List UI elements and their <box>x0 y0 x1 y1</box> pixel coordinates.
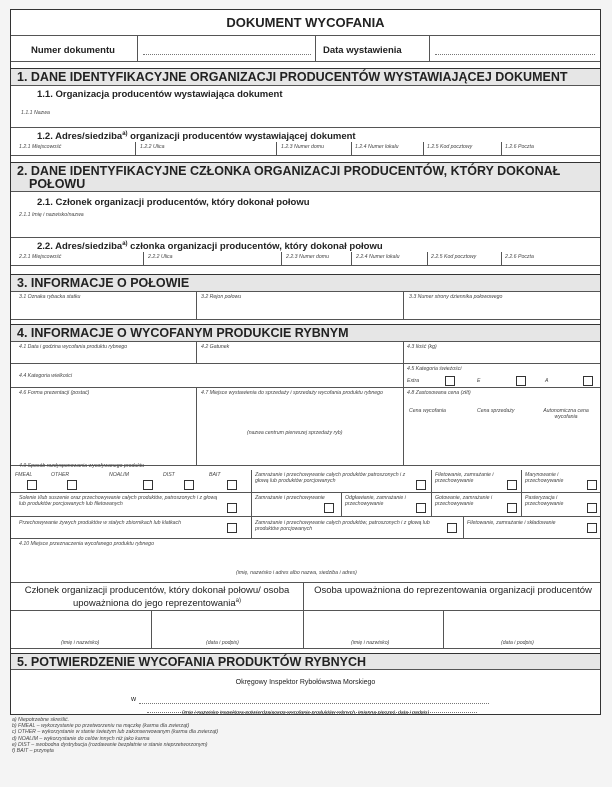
org-apartment-field[interactable]: 1.2.4 Numer lokalu <box>355 144 399 150</box>
section-2-header: 2. DANE IDENTYFIKACYJNE CZŁONKA ORGANIZACJI PRODUCENTÓW, KTÓRY DOKONAŁ POŁOWU <box>11 162 600 192</box>
opt-freeze-portions-checkbox[interactable] <box>447 523 457 533</box>
subsection-1-2: 1.2. Adres/siedziba$^{a)}$ organizacji producentów wystawiającej dokument <box>37 131 356 143</box>
species-field[interactable]: 4.2 Gatunek <box>201 344 230 350</box>
noalim-label: NOALIM <box>109 472 129 478</box>
opt-live-storage-label: Przechowywanie żywych produktów w stałych zbiornikach lub klatkach <box>19 520 182 526</box>
freshness-extra-label: Extra <box>407 378 420 384</box>
footnote: b) FMEAL – wykorzystanie po przetworzeniu na mączkę (karma dla zwierząt) <box>12 723 190 730</box>
org-post-office-field[interactable]: 1.2.6 Poczta <box>505 144 534 150</box>
opt-behead-label: Odgławianie, zamrażanie i przechowywanie <box>345 495 406 507</box>
opt-freeze-checkbox[interactable] <box>324 503 334 513</box>
member-name-row[interactable] <box>11 208 600 238</box>
rep-name-sign-field[interactable]: (imię i nazwisko) <box>351 640 390 646</box>
opt-marinate-label: Marynowanie i przechowywanie <box>525 472 564 484</box>
inspector-title: Okręgowy Inspektor Rybołówstwa Morskiego <box>235 679 376 686</box>
org-name-label: 1.1.1 Nazwa <box>21 110 50 116</box>
member-date-sign-field[interactable]: (data i podpis) <box>206 640 239 646</box>
freshness-a-checkbox[interactable] <box>583 376 593 386</box>
sale-place-label: 4.7 Miejsce wystawienia do sprzedaży i sprzedaży wycofania produktu rybnego <box>201 390 383 396</box>
date-label: Data wystawienia <box>323 45 402 56</box>
org-city-field[interactable]: 1.2.1 Miejscowość <box>19 144 62 150</box>
fishing-area-field[interactable]: 3.2 Rejon połowu <box>201 294 242 300</box>
withdrawal-price-field[interactable]: Cena wycofania <box>409 408 446 414</box>
footnote: d) NOALIM – wykorzystanie do celów innych niż jako karma <box>12 735 150 742</box>
doc-number-field[interactable] <box>143 54 311 55</box>
logbook-page-field[interactable]: 3.3 Numer strony dziennika połowowego <box>409 294 503 300</box>
sale-price-field[interactable]: Cena sprzedaży <box>477 408 515 414</box>
opt-salt-dry-label: Solenie i/lub suszenie oraz przechowywanie całych produktów, patroszonych i z głową lub produktów porcjowanych lub filetowanych <box>19 495 218 507</box>
fmeal-label: FMEAL <box>15 472 33 478</box>
sale-place-field[interactable]: (nazwa centrum pierwszej sprzedaży ryb) <box>247 430 343 436</box>
member-city-field[interactable]: 2.2.1 Miejscowość <box>19 254 62 260</box>
rep-date-sign-field[interactable]: (data i podpis) <box>501 640 534 646</box>
destination-field[interactable]: (imię, nazwisko i adres albo nazwa, siedziba i adres) <box>236 570 357 576</box>
member-house-number-field[interactable]: 2.2.3 Numer domu <box>286 254 329 260</box>
other-label: OTHER <box>51 472 70 478</box>
date-field[interactable] <box>435 54 595 55</box>
noalim-checkbox[interactable] <box>143 480 153 490</box>
opt-fillet-store-checkbox[interactable] <box>587 523 597 533</box>
freshness-a-label: A <box>545 378 549 384</box>
org-postal-code-field[interactable]: 1.2.5 Kod pocztowy <box>427 144 473 150</box>
dist-label: DIST <box>163 472 175 478</box>
other-checkbox[interactable] <box>67 480 77 490</box>
opt-freeze-whole-checkbox[interactable] <box>416 480 426 490</box>
member-postal-code-field[interactable]: 2.2.5 Kod pocztowy <box>431 254 477 260</box>
opt-pasteurize-checkbox[interactable] <box>587 503 597 513</box>
freshness-category-label: 4.5 Kategoria świeżości <box>407 366 462 372</box>
opt-freeze-label: Zamrażanie i przechowywanie <box>255 495 325 501</box>
freshness-extra-checkbox[interactable] <box>445 376 455 386</box>
producer-org-name-row[interactable] <box>11 100 600 128</box>
applied-price-label: 4.8 Zastosowana cena (zł/t) <box>407 390 471 396</box>
opt-live-storage-checkbox[interactable] <box>227 523 237 533</box>
org-street-field[interactable]: 1.2.2 Ulica <box>140 144 165 150</box>
footnote: f) BAIT – przynęta <box>12 748 54 755</box>
representative-signature-title: Osoba upoważniona do reprezentowania organizacji producentów <box>314 585 592 596</box>
org-house-number-field[interactable]: 1.2.3 Numer domu <box>281 144 324 150</box>
opt-freeze-whole-label: Zamrażanie i przechowywanie całych produktów patroszonych i z głową lub produktów porcjowanych <box>255 472 406 484</box>
opt-behead-checkbox[interactable] <box>416 503 426 513</box>
quantity-field[interactable]: 4.3 Ilość (kg) <box>407 344 437 350</box>
autonomous-price-field[interactable]: Autonomiczna cena wycofania <box>543 408 589 420</box>
opt-freeze-portions-label: Zamrażanie i przechowywanie całych produktów, patroszonych i z głową lub produktów porcjowanych <box>255 520 430 532</box>
withdrawal-form <box>10 9 601 715</box>
bait-checkbox[interactable] <box>227 480 237 490</box>
opt-fillet-checkbox[interactable] <box>507 480 517 490</box>
size-category-field[interactable]: 4.4 Kategoria wielkości <box>19 373 73 379</box>
bait-label: BAIT <box>209 472 221 478</box>
footnote: a) Niepotrzebne skreślić. <box>12 717 70 723</box>
section-4-header: 4. INFORMACJE O WYCOFANYM PRODUKCIE RYBNYM <box>11 324 600 342</box>
freshness-e-label: E <box>477 378 481 384</box>
footnotes <box>12 717 218 754</box>
member-street-field[interactable]: 2.2.2 Ulica <box>148 254 173 260</box>
member-name-sign-field[interactable]: (imię i nazwisko) <box>61 640 100 646</box>
title-row <box>11 10 600 36</box>
opt-salt-dry-checkbox[interactable] <box>227 503 237 513</box>
destination-label: 4.10 Miejsce przeznaczenia wycofanego produktu rybnego <box>19 541 154 547</box>
freshness-e-checkbox[interactable] <box>516 376 526 386</box>
dist-checkbox[interactable] <box>184 480 194 490</box>
document-title: DOKUMENT WYCOFANIA <box>226 15 385 30</box>
disposal-method-label: 4.9 Sposób rozdysponowania wycofywanego produktu <box>19 463 145 469</box>
subsection-1-1: 1.1. Organizacja producentów wystawiająca dokument <box>37 89 283 100</box>
row-4-6 <box>11 388 600 466</box>
inspector-location-prefix: w <box>131 696 137 703</box>
subsection-2-2: 2.2. Adres/siedziba$^{a)}$ członka organizacji producentów, który dokonał połowu <box>37 241 383 253</box>
fmeal-checkbox[interactable] <box>27 480 37 490</box>
opt-cook-label: Gotowanie, zamrażanie i przechowywanie <box>435 495 493 507</box>
opt-fillet-store-label: Filetowanie, zamrażanie i składowanie <box>467 520 556 526</box>
section-1-header: 1. DANE IDENTYFIKACYJNE ORGANIZACJI PRODUCENTÓW WYSTAWIAJĄCEJ DOKUMENT <box>11 68 600 86</box>
member-apartment-field[interactable]: 2.2.4 Numer lokalu <box>356 254 400 260</box>
footnote: e) DIST – swobodna dystrybucja (rozdawanie bezpłatnie w stanie nieprzetworzonym) <box>12 741 208 748</box>
member-signature-title: Członek organizacji producentów, który dokonał połowu/ osoba upoważniona do jego reprezentowania$^{a)}$ <box>24 585 290 610</box>
row-4-4 <box>11 364 600 388</box>
member-name-label: 2.1.1 Imię i nazwisko/nazwa <box>19 212 84 218</box>
doc-number-label: Numer dokumentu <box>31 45 115 56</box>
inspector-sign-note: (imię i nazwisko inspektora potwierdzającego wycofanie produktów rybnych, imienna pieczęć, data i podpis) <box>181 710 430 716</box>
vessel-mark-field[interactable]: 3.1 Oznaka rybacka statku <box>19 294 81 300</box>
member-post-office-field[interactable]: 2.2.6 Poczta <box>505 254 534 260</box>
withdrawal-datetime-field[interactable]: 4.1 Data i godzina wycofania produktu rybnego <box>19 344 128 350</box>
section-3-header: 3. INFORMACJE O POŁOWIE <box>11 274 600 292</box>
opt-pasteurize-label: Pasteryzacja i przechowywanie <box>525 495 564 507</box>
section-5-header: 5. POTWIERDZENIE WYCOFANIA PRODUKTÓW RYBNYCH <box>11 653 600 670</box>
opt-cook-checkbox[interactable] <box>507 503 517 513</box>
subsection-2-1: 2.1. Członek organizacji producentów, który dokonał połowu <box>37 197 310 208</box>
inspector-location-field[interactable] <box>139 703 489 704</box>
opt-marinate-checkbox[interactable] <box>587 480 597 490</box>
opt-fillet-label: Filetowanie, zamrażanie i przechowywanie <box>435 472 494 484</box>
presentation-form-field[interactable]: 4.6 Forma prezentacji (postać) <box>19 390 90 396</box>
catch-info-row <box>11 292 600 320</box>
footnote: c) OTHER – wykorzystanie w stanie świeżym lub zakonserwowanym (karma dla zwierząt) <box>12 729 219 736</box>
